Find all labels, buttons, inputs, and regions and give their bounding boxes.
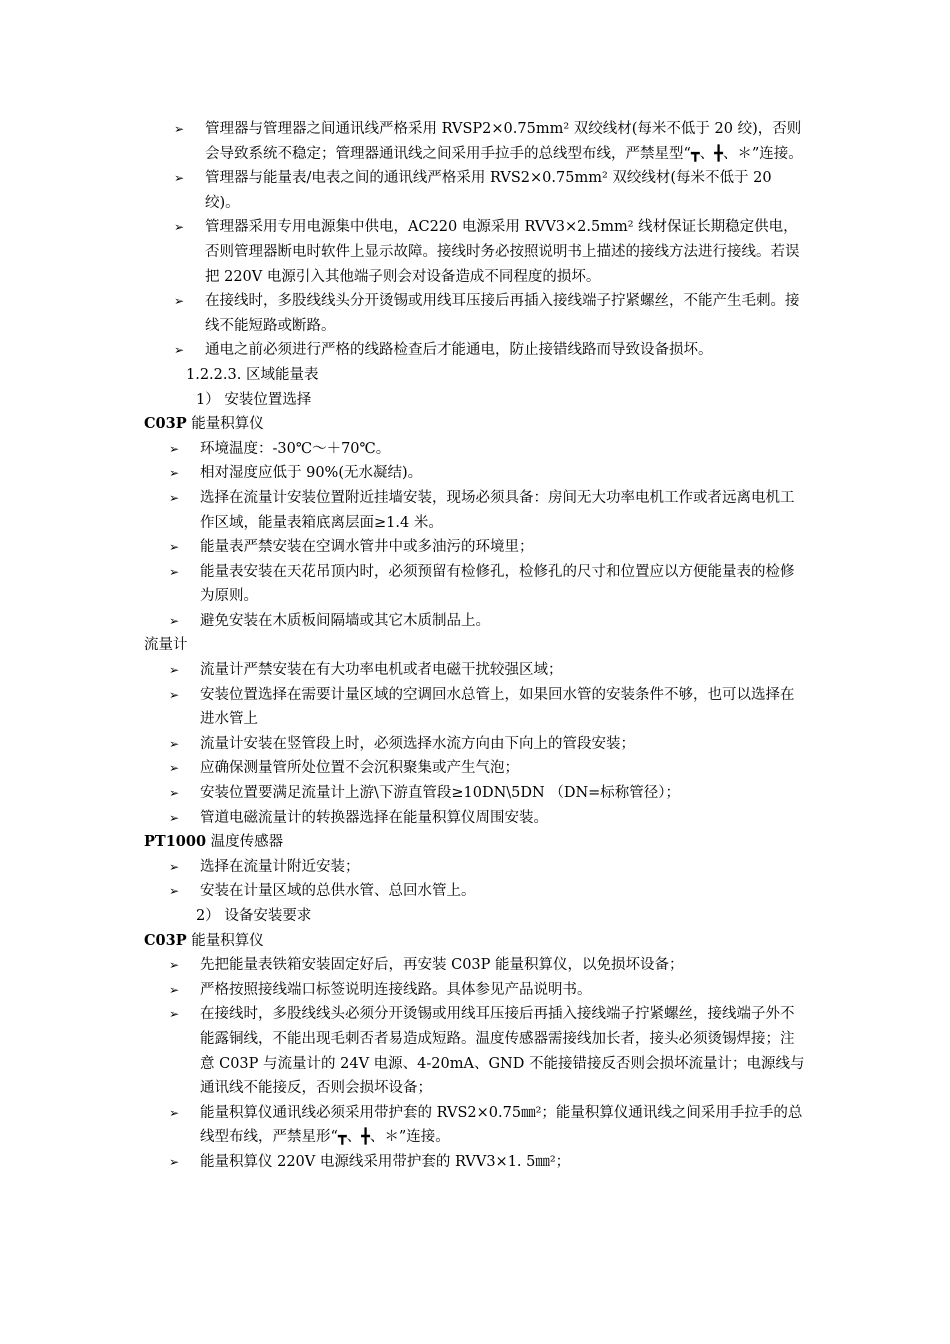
section-heading: 1.2.2.3. 区域能量表 <box>186 366 319 383</box>
list-item-text: 能量积算仪通讯线必须采用带护套的 RVS2×0.75㎜²；能量积算仪通讯线之间采用手拉手的总线型布线，严禁星形“┳、╋、＊”连接。 <box>200 1104 803 1146</box>
list-item <box>169 461 808 486</box>
arrow-bullet-icon: ➢ <box>169 466 180 481</box>
arrow-bullet-icon: ➢ <box>174 220 185 235</box>
list-item <box>169 535 808 560</box>
list-item <box>169 756 808 781</box>
list-item-text: 管道电磁流量计的转换器选择在能量积算仪周围安装。 <box>200 809 548 826</box>
arrow-bullet-icon: ➢ <box>169 663 180 678</box>
list-item-text: 管理器与能量表/电表之间的通讯线严格采用 RVS2×0.75mm² 双绞线材(每米不低于 20 绞)。 <box>205 170 772 211</box>
label-bold-part: C03P <box>144 415 187 433</box>
arrow-bullet-icon: ➢ <box>169 958 180 973</box>
list-item <box>169 806 808 831</box>
list-item <box>174 289 805 338</box>
arrow-bullet-icon: ➢ <box>169 761 180 776</box>
list-item-text: 流量计严禁安装在有大功率电机或者电磁干扰较强区域； <box>200 662 563 679</box>
arrow-bullet-icon: ➢ <box>169 786 180 801</box>
list-item-text: 环境温度：-30℃～＋70℃。 <box>200 440 391 457</box>
arrow-bullet-icon: ➢ <box>169 441 180 456</box>
arrow-bullet-icon: ➢ <box>169 540 180 555</box>
label-flowmeter: 流量计 <box>144 637 188 654</box>
list-item-text: 避免安装在木质板间隔墙或其它木质制品上。 <box>200 612 490 629</box>
list-item-text: 能量表安装在天花吊顶内时，必须预留有检修孔，检修孔的尺寸和位置应以方便能量表的检修为原则。 <box>200 563 795 605</box>
list-item-text: 通电之前必须进行严格的线路检查后才能通电，防止接错线路而导致设备损坏。 <box>205 342 713 359</box>
arrow-bullet-icon: ➢ <box>169 1105 180 1120</box>
list-item <box>169 1101 808 1150</box>
arrow-bullet-icon: ➢ <box>169 736 180 751</box>
list-item-text: 流量计安装在竖管段上时，必须选择水流方向由下向上的管段安装； <box>200 735 635 752</box>
list-item-text: 先把能量表铁箱安装固定好后，再安装 C03P 能量积算仪，以免损坏设备； <box>200 957 684 974</box>
subheading-install-location: 1） 安装位置选择 <box>196 391 312 408</box>
list-item <box>169 1002 808 1100</box>
list-item-text: 安装在计量区域的总供水管、总回水管上。 <box>200 883 476 900</box>
list-item-text: 选择在流量计安装位置附近挂墙安装，现场必须具备：房间无大功率电机工作或者远离电机工作区域，能量表箱底离层面≥1.4 米。 <box>200 489 795 531</box>
label-rest-part: 能量积算仪 <box>186 932 264 949</box>
list-item <box>169 486 808 535</box>
label-bold-part: C03P <box>144 931 187 949</box>
arrow-bullet-icon: ➢ <box>174 294 185 309</box>
arrow-bullet-icon: ➢ <box>169 859 180 874</box>
arrow-bullet-icon: ➢ <box>174 343 185 358</box>
list-item-text: 管理器采用专用电源集中供电，AC220 电源采用 RVV3×2.5mm² 线材保证长期稳定供电，否则管理器断电时软件上显示故障。接线时务必按照说明书上描述的接线方法进行接线。若误把 220V 电源引入其他端子则会对设备造成不同程度的损坏。 <box>205 219 800 285</box>
list-item <box>169 658 808 683</box>
list-item-text: 安装位置选择在需要计量区域的空调回水总管上，如果回水管的安装条件不够，也可以选择在进水管上 <box>200 686 795 728</box>
list-item-text: 相对湿度应低于 90%(无水凝结)。 <box>200 465 423 482</box>
list-communication-wiring <box>0 117 950 363</box>
list-pt1000-location <box>0 855 950 904</box>
list-item <box>174 215 805 289</box>
list-item <box>169 879 808 904</box>
list-item <box>169 560 808 609</box>
arrow-bullet-icon: ➢ <box>169 490 180 505</box>
list-c03p-requirements <box>0 953 950 1174</box>
list-item <box>169 1150 808 1175</box>
subheading-install-requirements: 2） 设备安装要求 <box>196 908 312 924</box>
label-bold-part: PT1000 <box>144 833 207 851</box>
list-item-text: 能量积算仪 220V 电源线采用带护套的 RVV3×1. 5㎜²； <box>200 1153 571 1170</box>
list-item <box>169 683 808 732</box>
list-item-text: 选择在流量计附近安装； <box>200 858 360 875</box>
arrow-bullet-icon: ➢ <box>169 613 180 628</box>
arrow-bullet-icon: ➢ <box>169 687 180 702</box>
list-item-text: 管理器与管理器之间通讯线严格采用 RVSP2×0.75mm² 双绞线材(每米不低于 20 绞)，否则会导致系统不稳定；管理器通讯线之间采用手拉手的总线型布线，严禁星型“┳、╋、＊”连接。 <box>205 121 803 162</box>
list-item-text: 能量表严禁安装在空调水管井中或多油污的环境里； <box>200 539 534 556</box>
list-item <box>169 978 808 1003</box>
label-rest-part: 温度传感器 <box>206 834 284 851</box>
arrow-bullet-icon: ➢ <box>169 1007 180 1022</box>
list-item <box>174 117 805 166</box>
arrow-bullet-icon: ➢ <box>169 982 180 997</box>
arrow-bullet-icon: ➢ <box>169 884 180 899</box>
arrow-bullet-icon: ➢ <box>169 564 180 579</box>
arrow-bullet-icon: ➢ <box>169 810 180 825</box>
arrow-bullet-icon: ➢ <box>174 122 185 136</box>
label-c03p-integrator-2 <box>144 929 950 954</box>
list-item <box>169 732 808 757</box>
list-item-text: 安装位置要满足流量计上游\下游直管段≥10DN\5DN （DN=标称管径）； <box>200 785 681 802</box>
list-item-text: 严格按照接线端口标签说明连接线路。具体参见产品说明书。 <box>200 981 592 998</box>
arrow-bullet-icon: ➢ <box>174 171 185 186</box>
list-c03p-location <box>0 437 950 634</box>
arrow-bullet-icon: ➢ <box>169 1154 180 1169</box>
list-item-text: 应确保测量管所处位置不会沉积聚集或产生气泡； <box>200 760 519 777</box>
label-c03p-integrator <box>144 412 950 437</box>
list-item <box>169 953 808 978</box>
list-item <box>169 437 808 462</box>
list-item <box>169 781 808 806</box>
label-pt1000-sensor <box>144 830 950 855</box>
list-flowmeter-location <box>0 658 950 830</box>
list-item-text: 在接线时，多股线线头必须分开烫锡或用线耳压接后再插入接线端子拧紧螺丝，接线端子外不能露铜线，不能出现毛刺否者易造成短路。温度传感器需接线加长者，接头必须烫锡焊接；注意 C03P 与流量计的 24V 电源、4-20mA、GND 不能接错接反否则会损坏流量计；电源线与通讯线不能接反，否则会损坏设备； <box>200 1006 805 1097</box>
list-item <box>174 166 805 215</box>
label-rest-part: 能量积算仪 <box>186 416 264 433</box>
list-item <box>174 338 805 363</box>
list-item-text: 在接线时，多股线线头分开烫锡或用线耳压接后再插入接线端子拧紧螺丝，不能产生毛刺。接线不能短路或断路。 <box>205 293 800 334</box>
list-item <box>169 609 808 634</box>
list-item <box>169 855 808 880</box>
